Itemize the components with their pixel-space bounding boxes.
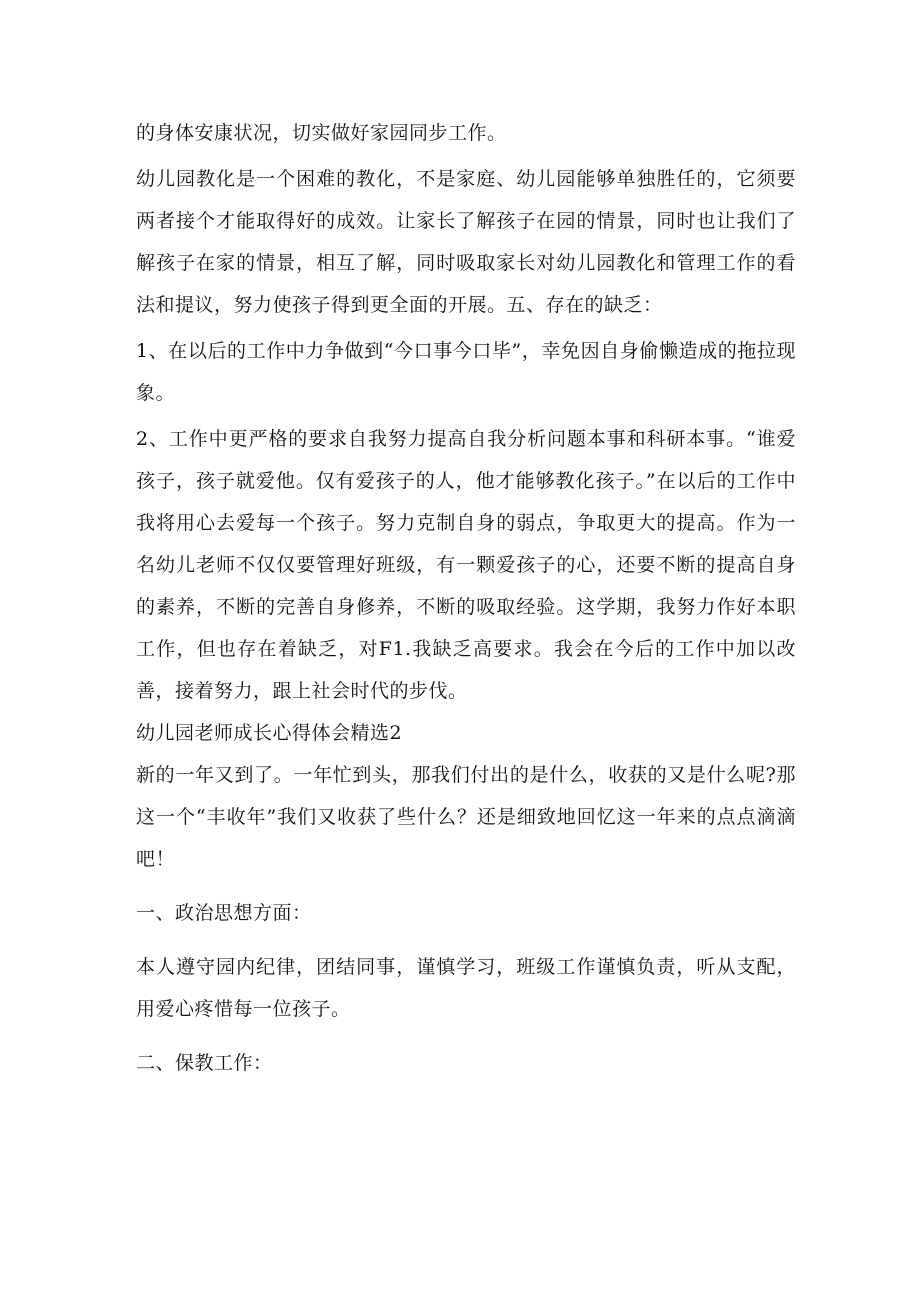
- paragraph-health-status: 的身体安康状况，切实做好家园同步工作。: [136, 122, 507, 144]
- paragraph-shortcoming-2: 2、工作中更严格的要求自我努力提高自我分析问题本事和科研本事。“谁爱孩子，孩子就爱他。仅有爱孩子的人，他才能够教化孩子。”在以后的工作中我将用心去爱每一个孩子。努力克制自身的弱点，争取更大的提高。作为一名幼儿老师不仅仅要管理好班级，有一颗爱孩子的心，还要不断的提高自身的素养，不断的完善自身修养，不断的吸取经验。这学期，我努力作好本职工作，但也存在着缺乏，对F1.我缺乏高要求。我会在今后的工作中加以改善，接着努力，跟上社会时代的步伐。: [136, 428, 796, 702]
- heading-care-education-work: 二、保教工作：: [136, 1052, 273, 1074]
- paragraph-home-school-cooperation: 幼儿园教化是一个困难的教化，不是家庭、幼儿园能够单独胜任的，它须要两者接个才能取得好的成效。让家长了解孩子在园的情景，同时也让我们了解孩子在家的情景，相互了解，同时吸取家长对幼儿园教化和管理工作的看法和提议，努力使孩子得到更全面的开展。五、存在的缺乏：: [136, 168, 796, 316]
- heading-political-thought: 一、政治思想方面：: [136, 902, 312, 924]
- section-heading-essay-2: 幼儿园老师成长心得体会精选2: [136, 722, 403, 744]
- document-body: [136, 112, 796, 1084]
- paragraph-shortcoming-1: 1、在以后的工作中力争做到“今口事今口毕”，幸免因自身偷懒造成的拖拉现象。: [136, 340, 796, 404]
- paragraph-political-thought-body: 本人遵守园内纪律，团结同事，谨慎学习，班级工作谨慎负责，听从支配，用爱心疼惜每一位孩子。: [136, 956, 796, 1020]
- paragraph-new-year-intro: 新的一年又到了。一年忙到头，那我们付出的是什么，收获的又是什么呢?那这一个“丰收年”我们又收获了些什么？还是细致地回忆这一年来的点点滴滴吧！: [136, 764, 796, 870]
